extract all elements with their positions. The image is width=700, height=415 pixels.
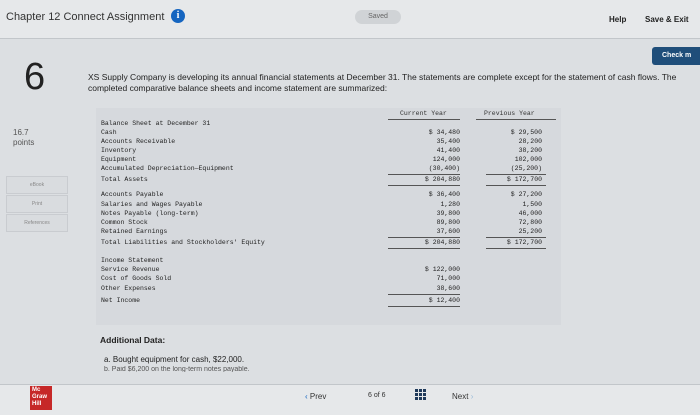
previous-year-value: (25,200): [510, 165, 542, 172]
question-prompt: XS Supply Company is developing its annual financial statements at December 31. The statements are complete except for the statement of cash flows. The completed comparative balance sheets and income statement are summarized:: [88, 72, 677, 93]
additional-item-a: a. Bought equipment for cash, $22,000.: [104, 355, 245, 364]
mcgraw-hill-logo: Mc Graw Hill: [30, 386, 52, 410]
total-underline: [388, 174, 460, 175]
total-underline: [388, 185, 460, 186]
current-year-value: 37,600: [436, 228, 460, 235]
previous-year-value: $ 172,700: [506, 176, 542, 183]
previous-year-value: $ 172,700: [506, 239, 542, 246]
current-year-value: 1,280: [440, 201, 460, 208]
chevron-right-icon: ›: [470, 392, 474, 401]
total-underline: [486, 237, 546, 238]
table-row-label: Common Stock: [101, 219, 148, 226]
current-year-value: 41,400: [436, 147, 460, 154]
total-underline: [388, 294, 460, 295]
table-row-label: Balance Sheet at December 31: [101, 120, 211, 127]
chevron-left-icon: ‹: [305, 392, 308, 401]
points-display: [13, 128, 34, 148]
current-year-underline: [388, 119, 460, 120]
table-row-label: Other Expenses: [101, 285, 156, 292]
previous-year-value: 46,000: [518, 210, 542, 217]
grid-icon[interactable]: [415, 389, 426, 400]
info-icon[interactable]: i: [171, 9, 185, 23]
previous-year-header: Previous Year: [484, 110, 535, 117]
table-row-label: Cost of Goods Sold: [101, 275, 172, 282]
prev-label: Prev: [309, 392, 327, 401]
help-link[interactable]: Help: [609, 15, 627, 24]
previous-year-value: $ 29,500: [510, 129, 542, 136]
additional-data-title: Additional Data:: [100, 335, 166, 345]
current-year-value: $ 12,400: [428, 297, 460, 304]
current-year-value: 71,000: [436, 275, 460, 282]
total-underline: [388, 237, 460, 238]
previous-year-underline: [476, 119, 556, 120]
previous-year-value: 38,200: [518, 147, 542, 154]
table-row-label: Accounts Receivable: [101, 138, 176, 145]
current-year-value: 89,800: [436, 219, 460, 226]
assignment-title: Chapter 12 Connect Assignment: [6, 11, 165, 23]
table-row-label: Income Statement: [101, 257, 164, 264]
next-label: Next: [452, 392, 469, 401]
ebook-button[interactable]: eBook: [6, 176, 68, 194]
points-label: points: [13, 138, 35, 147]
table-row-label: Accumulated Depreciation—Equipment: [101, 165, 234, 172]
print-button[interactable]: Print: [6, 195, 68, 213]
previous-year-value: 28,200: [518, 138, 542, 145]
save-exit-link[interactable]: Save & Exit: [645, 15, 689, 24]
table-row-label: Accounts Payable: [101, 191, 164, 198]
prev-button[interactable]: [305, 392, 326, 401]
previous-year-value: 1,500: [522, 201, 542, 208]
table-row-label: Inventory: [101, 147, 137, 154]
previous-year-value: 102,000: [514, 156, 542, 163]
current-year-value: 35,400: [436, 138, 460, 145]
current-year-value: 39,800: [436, 210, 460, 217]
current-year-header: Current Year: [400, 110, 447, 117]
table-row-label: Total Assets: [101, 176, 148, 183]
question-number: 6: [24, 56, 46, 98]
bottom-nav-bar: [0, 384, 700, 415]
table-row-label: Net Income: [101, 297, 141, 304]
previous-year-value: $ 27,200: [510, 191, 542, 198]
saved-status-badge: Saved: [355, 10, 401, 24]
additional-item-b: b. Paid $6,200 on the long-term notes payable.: [104, 366, 250, 372]
total-underline: [388, 248, 460, 249]
points-value: 16.7: [13, 128, 29, 137]
table-row-label: Notes Payable (long-term): [101, 210, 199, 217]
check-my-work-button[interactable]: Check m: [652, 47, 700, 65]
total-underline: [486, 174, 546, 175]
previous-year-value: 25,200: [518, 228, 542, 235]
next-button[interactable]: [452, 392, 473, 401]
current-year-value: $ 34,480: [428, 129, 460, 136]
total-underline: [486, 185, 546, 186]
current-year-value: 38,600: [436, 285, 460, 292]
table-row-label: Retained Earnings: [101, 228, 168, 235]
current-year-value: $ 122,000: [424, 266, 460, 273]
table-row-label: Total Liabilities and Stockholders' Equity: [101, 239, 265, 246]
table-row-label: Equipment: [101, 156, 137, 163]
current-year-value: $ 204,880: [424, 176, 460, 183]
page-count: 6 of 6: [368, 392, 386, 399]
table-row-label: Cash: [101, 129, 117, 136]
current-year-value: 124,000: [432, 156, 460, 163]
previous-year-value: 72,800: [518, 219, 542, 226]
current-year-value: (30,400): [428, 165, 460, 172]
total-underline: [388, 306, 460, 307]
current-year-value: $ 36,400: [428, 191, 460, 198]
current-year-value: $ 204,880: [424, 239, 460, 246]
references-button[interactable]: References: [6, 214, 68, 232]
table-row-label: Service Revenue: [101, 266, 160, 273]
total-underline: [486, 248, 546, 249]
table-row-label: Salaries and Wages Payable: [101, 201, 203, 208]
